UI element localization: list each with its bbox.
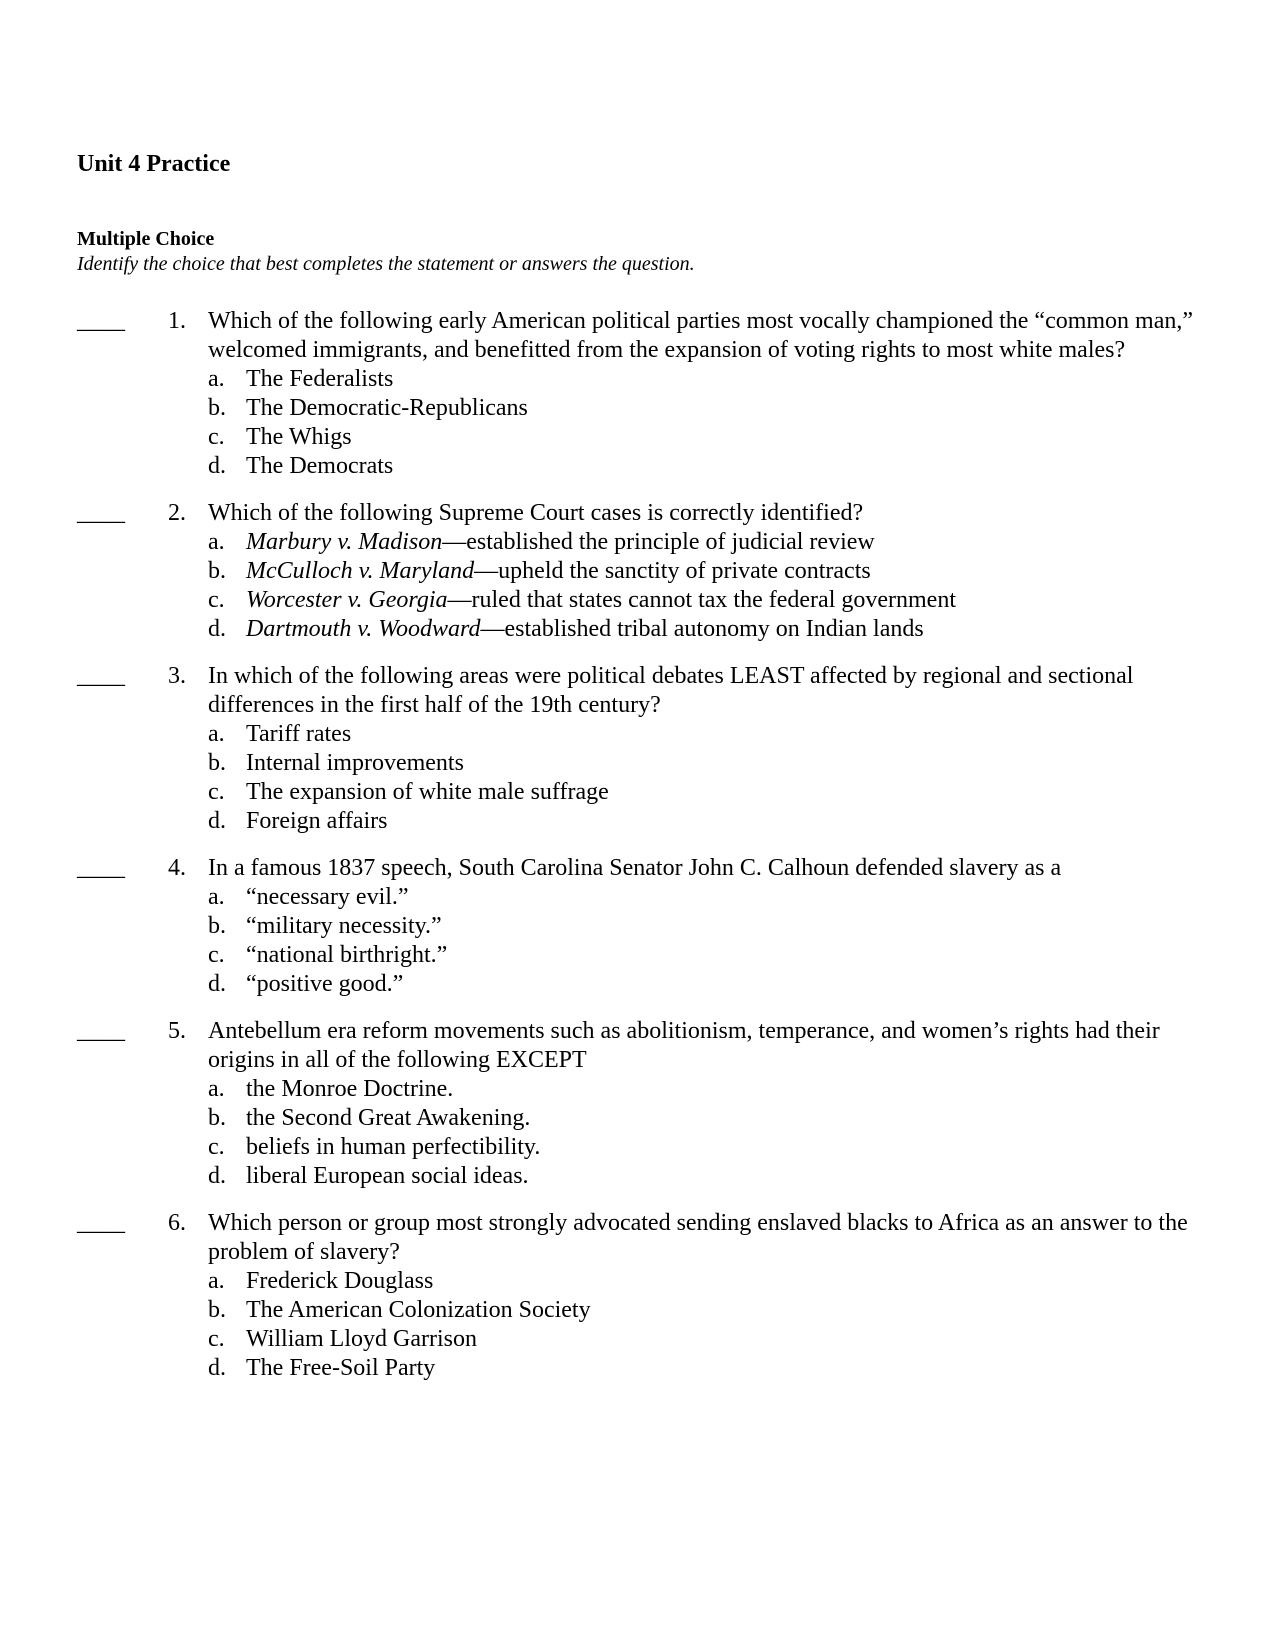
- choice-text: The American Colonization Society: [246, 1297, 591, 1323]
- choice-letter: c.: [208, 587, 225, 613]
- choice-text: —upheld the sanctity of private contracts: [474, 558, 871, 584]
- choice-c: [208, 778, 1275, 807]
- choice-b: [208, 557, 1275, 586]
- choice-text: the Monroe Doctrine.: [246, 1076, 454, 1102]
- case-name: McCulloch v. Maryland: [246, 558, 475, 584]
- case-name: Dartmouth v. Woodward: [246, 616, 481, 642]
- choice-text: —established the principle of judicial review: [442, 529, 875, 555]
- choice-text: The Democratic-Republicans: [246, 395, 528, 421]
- question-number: 5.: [168, 1018, 186, 1044]
- section-heading: Multiple Choice: [77, 228, 215, 250]
- choice-letter: d.: [208, 1163, 226, 1189]
- question-1: [0, 307, 1275, 481]
- choice-letter: b.: [208, 1297, 226, 1323]
- choice-b: [208, 749, 1275, 778]
- question-stem: Which of the following early American political parties most vocally championed the “common man,” welcomed immigrants, and benefitted from the expansion of voting rights to most white males?: [208, 308, 1194, 363]
- choice-text: Internal improvements: [246, 750, 464, 776]
- question-4: [0, 854, 1275, 999]
- choice-letter: d.: [208, 1355, 226, 1381]
- question-list: [0, 307, 1275, 1401]
- choice-c: [208, 941, 1275, 970]
- question-stem: In which of the following areas were political debates LEAST affected by regional and sectional differences in the first half of the 19th century?: [208, 663, 1134, 718]
- choice-a: [208, 720, 1275, 749]
- question-number: 3.: [168, 663, 186, 689]
- question-number: 1.: [168, 308, 186, 334]
- answer-blank[interactable]: ____: [77, 1018, 125, 1044]
- instructions: Identify the choice that best completes the statement or answers the question.: [77, 253, 695, 275]
- choice-text: “military necessity.”: [246, 913, 442, 939]
- answer-blank[interactable]: ____: [77, 308, 125, 334]
- choice-c: [208, 1325, 1275, 1354]
- question-2: [0, 499, 1275, 644]
- question-stem: Antebellum era reform movements such as abolitionism, temperance, and women’s rights had their origins in all of the following EXCEPT: [208, 1018, 1160, 1073]
- case-name: Worcester v. Georgia: [246, 587, 448, 613]
- answer-blank[interactable]: ____: [77, 663, 125, 689]
- choice-d: [208, 1354, 1275, 1383]
- question-number: 4.: [168, 855, 186, 881]
- choice-text: beliefs in human perfectibility.: [246, 1134, 541, 1160]
- choice-text: The Federalists: [246, 366, 394, 392]
- choice-text: —established tribal autonomy on Indian lands: [480, 616, 924, 642]
- choice-d: [208, 807, 1275, 836]
- choice-c: [208, 423, 1275, 452]
- choice-letter: c.: [208, 1326, 225, 1352]
- answer-blank[interactable]: ____: [77, 1210, 125, 1236]
- choice-text: The expansion of white male suffrage: [246, 779, 609, 805]
- choice-d: [208, 970, 1275, 999]
- choice-c: [208, 586, 1275, 615]
- choice-text: “necessary evil.”: [246, 884, 409, 910]
- choice-text: Frederick Douglass: [246, 1268, 434, 1294]
- choice-text: the Second Great Awakening.: [246, 1105, 531, 1131]
- question-number: 2.: [168, 500, 186, 526]
- answer-blank[interactable]: ____: [77, 500, 125, 526]
- choice-letter: d.: [208, 808, 226, 834]
- choice-letter: a.: [208, 884, 225, 910]
- choice-letter: b.: [208, 750, 226, 776]
- question-stem: Which of the following Supreme Court cases is correctly identified?: [208, 500, 864, 526]
- choice-a: [208, 1267, 1275, 1296]
- choice-letter: a.: [208, 529, 225, 555]
- choice-a: [208, 883, 1275, 912]
- choice-letter: d.: [208, 616, 226, 642]
- choice-text: The Whigs: [246, 424, 352, 450]
- question-stem: Which person or group most strongly advocated sending enslaved blacks to Africa as an answer to the problem of slavery?: [208, 1210, 1188, 1265]
- choice-letter: a.: [208, 366, 225, 392]
- choice-c: [208, 1133, 1275, 1162]
- choice-letter: c.: [208, 1134, 225, 1160]
- choice-b: [208, 1104, 1275, 1133]
- choice-text: William Lloyd Garrison: [246, 1326, 477, 1352]
- choice-letter: b.: [208, 1105, 226, 1131]
- choice-letter: a.: [208, 1268, 225, 1294]
- choice-text: The Free-Soil Party: [246, 1355, 436, 1381]
- case-name: Marbury v. Madison: [246, 529, 443, 555]
- choice-d: [208, 452, 1275, 481]
- choice-b: [208, 1296, 1275, 1325]
- choice-letter: a.: [208, 721, 225, 747]
- choice-text: Foreign affairs: [246, 808, 388, 834]
- question-5: [0, 1017, 1275, 1191]
- choice-letter: b.: [208, 913, 226, 939]
- page-title: Unit 4 Practice: [77, 151, 231, 177]
- question-6: [0, 1209, 1275, 1383]
- question-number: 6.: [168, 1210, 186, 1236]
- question-stem: In a famous 1837 speech, South Carolina Senator John C. Calhoun defended slavery as a: [208, 855, 1062, 881]
- question-3: [0, 662, 1275, 836]
- choice-a: [208, 1075, 1275, 1104]
- choice-text: “national birthright.”: [246, 942, 448, 968]
- choice-letter: c.: [208, 424, 225, 450]
- choice-text: —ruled that states cannot tax the federal government: [447, 587, 956, 613]
- choice-a: [208, 528, 1275, 557]
- choice-text: The Democrats: [246, 453, 394, 479]
- choice-b: [208, 394, 1275, 423]
- choice-letter: b.: [208, 558, 226, 584]
- choice-b: [208, 912, 1275, 941]
- choice-letter: d.: [208, 971, 226, 997]
- choice-a: [208, 365, 1275, 394]
- choice-letter: d.: [208, 453, 226, 479]
- choice-letter: c.: [208, 942, 225, 968]
- choice-letter: a.: [208, 1076, 225, 1102]
- choice-letter: c.: [208, 779, 225, 805]
- choice-letter: b.: [208, 395, 226, 421]
- choice-text: liberal European social ideas.: [246, 1163, 529, 1189]
- choice-d: [208, 615, 1275, 644]
- answer-blank[interactable]: ____: [77, 855, 125, 881]
- choice-text: Tariff rates: [246, 721, 352, 747]
- choice-text: “positive good.”: [246, 971, 404, 997]
- choice-d: [208, 1162, 1275, 1191]
